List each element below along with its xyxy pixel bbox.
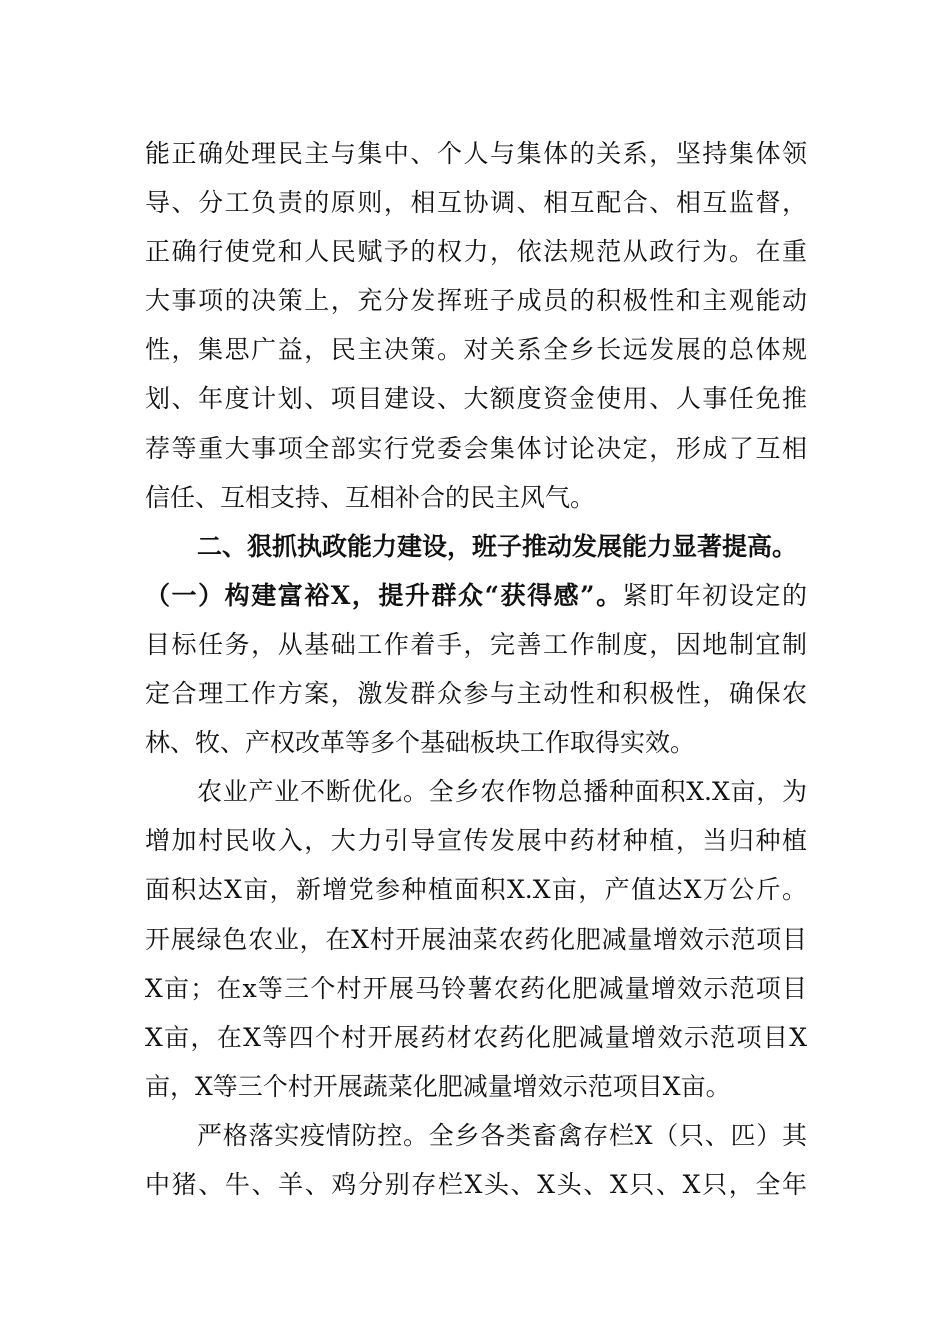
paragraph-epidemic-prevention bbox=[145, 1111, 807, 1209]
text-line: 性，集思广益，民主决策。对关系全乡长远发展的总体规 bbox=[145, 335, 807, 365]
text-line: X亩；在x等三个村开展马铃薯农药化肥减量增效示范项目 bbox=[145, 973, 807, 1003]
text-line: 中猪、牛、羊、鸡分别存栏X头、X头、X只、X只，全年 bbox=[145, 1169, 807, 1199]
text-run: 紧盯年初设定的 bbox=[622, 580, 807, 610]
text-line: 定合理工作方案，激发群众参与主动性和积极性，确保农 bbox=[145, 679, 807, 709]
text-line: 开展绿色农业，在X村开展油菜农药化肥减量增效示范项目 bbox=[145, 924, 807, 954]
paragraph-democratic-leadership bbox=[145, 129, 807, 522]
text-line: 划、年度计划、项目建设、大额度资金使用、人事任免推 bbox=[145, 384, 807, 414]
document-body bbox=[145, 129, 807, 1209]
text-line: 目标任务，从基础工作着手，完善工作制度，因地制宜制 bbox=[145, 629, 807, 659]
text-line: 正确行使党和人民赋予的权力，依法规范从政行为。在重 bbox=[145, 237, 807, 267]
text-line-with-bold-lead bbox=[145, 571, 807, 620]
text-line: 增加村民收入，大力引导宣传发展中药材种植，当归种植 bbox=[145, 826, 807, 856]
text-line: 导、分工负责的原则，相互协调、相互配合、相互监督， bbox=[145, 188, 807, 218]
text-line: X亩，在X等四个村开展药材农药化肥减量增效示范项目X bbox=[145, 1022, 807, 1052]
subsection-heading: （一）构建富裕X，提升群众“获得感”。 bbox=[145, 580, 623, 610]
text-line: 信任、互相支持、互相补合的民主风气。 bbox=[145, 482, 596, 512]
text-line: 严格落实疫情防控。全乡各类畜禽存栏X（只、匹）其 bbox=[197, 1120, 807, 1150]
text-line: 亩，X等三个村开展蔬菜化肥减量增效示范项目X亩。 bbox=[145, 1071, 731, 1101]
paragraph-build-prosperity bbox=[145, 571, 807, 767]
text-line: 面积达X亩，新增党参种植面积X.X亩，产值达X万公斤。 bbox=[145, 875, 807, 905]
paragraph-agriculture bbox=[145, 767, 807, 1111]
text-line: 农业产业不断优化。全乡农作物总播种面积X.X亩，为 bbox=[197, 777, 807, 807]
text-line: 能正确处理民主与集中、个人与集体的关系，坚持集体领 bbox=[145, 139, 807, 168]
text-line: 荐等重大事项全部实行党委会集体讨论决定，形成了互相 bbox=[145, 433, 807, 463]
section-heading: 二、狠抓执政能力建设，班子推动发展能力显著提高。 bbox=[197, 531, 798, 561]
text-line: 林、牧、产权改革等多个基础板块工作取得实效。 bbox=[145, 728, 696, 758]
text-line: 大事项的决策上，充分发挥班子成员的积极性和主观能动 bbox=[145, 286, 807, 316]
